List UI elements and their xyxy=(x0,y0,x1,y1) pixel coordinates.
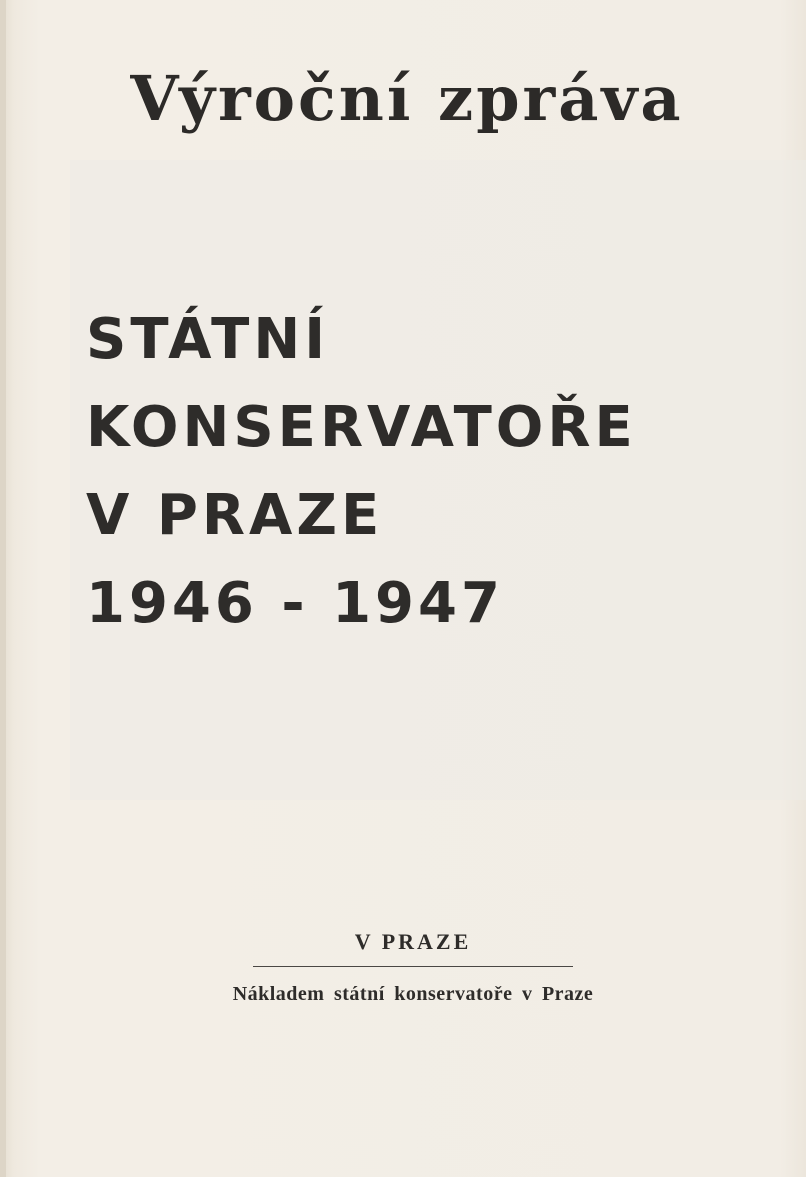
institution-title xyxy=(86,296,637,648)
title-line-years: 1946 - 1947 xyxy=(86,571,504,636)
imprint-city: V PRAZE xyxy=(354,929,472,954)
report-heading: Výroční zpráva xyxy=(130,62,684,135)
imprint-publisher: Nákladem státní konservatoře v Praze xyxy=(232,983,594,1005)
title-line-2: KONSERVATOŘE xyxy=(86,395,637,460)
title-line-3: V PRAZE xyxy=(86,483,384,548)
imprint-divider xyxy=(253,966,573,967)
title-line-1: STÁTNÍ xyxy=(86,307,330,372)
imprint-block xyxy=(0,928,806,1009)
